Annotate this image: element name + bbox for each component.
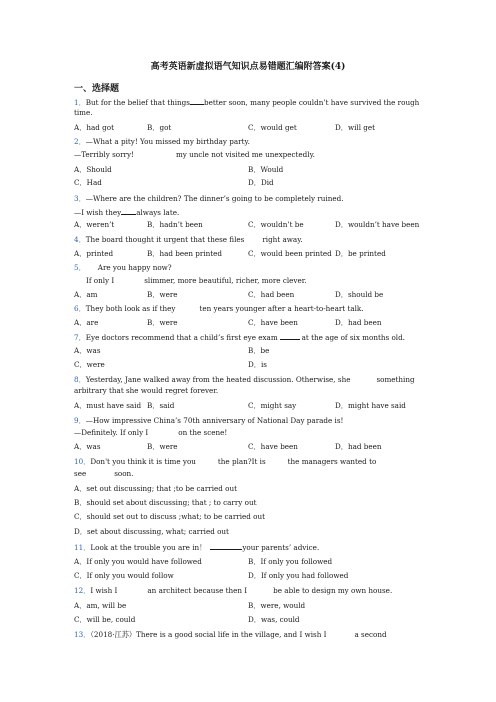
question-number: 12． <box>74 586 91 595</box>
question-number: 10． <box>74 457 91 466</box>
question-2-stem: 2．—What a pity! You missed my birthday party. <box>74 137 250 146</box>
question-number: 5． <box>74 263 86 272</box>
question-10-option-c: C．should set out to discuss ;what; to be carried out <box>74 512 265 521</box>
question-6-stem: 6．They both look as if they ten years younger after a heart-to-heart talk. <box>74 304 364 313</box>
option-c: C．would get <box>248 123 297 132</box>
question-11-stem: 11．Look at the trouble you are in！ your parents’ advice. <box>74 543 320 552</box>
question-number: 7． <box>74 333 86 342</box>
question-10-option-a: A．set out discussing; that ;to be carried out <box>74 484 237 493</box>
option-b: B．were <box>147 290 178 299</box>
option-c: C．had been <box>248 290 295 299</box>
option-c: C．might say <box>248 401 297 410</box>
option-c: C．would been printed <box>248 249 332 258</box>
option-a: A．am <box>74 290 98 299</box>
question-number: 13． <box>74 630 91 639</box>
option-d: D．Did <box>248 178 274 187</box>
question-number: 4． <box>74 235 86 244</box>
question-8-stem-cont: arbitrary that she would regret forever. <box>74 386 219 395</box>
question-3-dialog: —I wish they always late. <box>74 208 180 217</box>
option-b: B．got <box>147 123 172 132</box>
question-5-stem: 5． Are you happy now? <box>74 263 172 272</box>
option-b: B．hadn’t been <box>147 220 203 229</box>
question-number: 1． <box>74 98 86 107</box>
option-a: A．had got <box>74 123 114 132</box>
option-a: A．If only you would have followed <box>74 557 202 566</box>
document-title: 高考英语新虚拟语气知识点易错题汇编附答案(4) <box>150 62 346 72</box>
question-10-option-b: B．should set about discussing; that ; to carry out <box>74 498 257 507</box>
option-a: A．Should <box>74 165 112 174</box>
option-c: C．have been <box>248 318 298 327</box>
option-b: B．Would <box>248 165 284 174</box>
option-d: D．had been <box>335 318 382 327</box>
option-b: B．said <box>147 401 175 410</box>
question-3-stem: 3．—Where are the children? The dinner’s going to be completely ruined. <box>74 194 344 203</box>
question-12-stem: 12．I wish I an architect because then I be able to design my own house. <box>74 586 393 595</box>
option-b: B．were, would <box>248 601 306 610</box>
question-number: 3． <box>74 194 86 203</box>
question-number: 8． <box>74 375 86 384</box>
option-a: A．printed <box>74 249 114 258</box>
option-d: D．might have said <box>335 401 406 410</box>
option-c: C．were <box>74 360 105 369</box>
option-b: B．were <box>147 442 178 451</box>
question-number: 2． <box>74 137 86 146</box>
question-4-stem: 4．The board thought it urgent that these files right away. <box>74 235 303 244</box>
option-c: C．If only you would follow <box>74 571 174 580</box>
option-c: C．Had <box>74 178 102 187</box>
option-b: B．had been printed <box>147 249 222 258</box>
question-7-stem: 7．Eye doctors recommend that a child’s first eye exam at the age of six months old. <box>74 333 405 342</box>
option-d: D．is <box>248 360 267 369</box>
question-number: 9． <box>74 416 86 425</box>
question-8-stem: 8．Yesterday, Jane walked away from the heated discussion. Otherwise, she something <box>74 375 415 384</box>
answer-blank <box>190 97 204 105</box>
question-10-stem-cont: see soon. <box>74 469 134 478</box>
answer-blank <box>280 332 300 340</box>
option-c: C．have been <box>248 442 298 451</box>
question-9-stem: 9．—How impressive China’s 70th anniversary of National Day parade is! <box>74 416 344 425</box>
option-d: D．should be <box>335 290 384 299</box>
section-heading: 一、选择题 <box>74 84 120 94</box>
question-number: 11． <box>74 543 91 552</box>
option-b: B．be <box>248 346 270 355</box>
question-1-stem-cont: time. <box>74 108 93 117</box>
option-a: A．was <box>74 346 101 355</box>
option-a: A．weren’t <box>74 220 115 229</box>
option-d: D．be printed <box>335 249 386 258</box>
option-c: C．wouldn’t be <box>248 220 304 229</box>
option-b: B．If only you followed <box>248 557 333 566</box>
option-d: D．If only you had followed <box>248 571 349 580</box>
question-10-stem: 10．Don't you think it is time you the plan?It is the managers wanted to <box>74 457 377 466</box>
option-a: A．was <box>74 442 101 451</box>
question-1-stem: 1．But for the belief that things better soon, many people couldn’t have survived the rough <box>74 98 420 107</box>
question-10-option-d: D．set about discussing, what; carried out <box>74 527 229 536</box>
question-5-dialog: If only I slimmer, more beautiful, richer, more clever. <box>86 276 307 285</box>
option-d: D．had been <box>335 442 382 451</box>
question-13-stem: 13．（2018·江苏）There is a good social life in the village, and I wish I a second <box>74 630 387 639</box>
option-a: A．am, will be <box>74 601 127 610</box>
answer-blank <box>121 207 136 215</box>
option-a: A．are <box>74 318 99 327</box>
question-number: 6． <box>74 304 86 313</box>
question-9-dialog: —Definitely. If only I on the scene! <box>74 428 228 437</box>
option-b: B．were <box>147 318 178 327</box>
option-d: D．wouldn’t have been <box>335 220 420 229</box>
answer-blank <box>210 542 242 550</box>
option-a: A．must have said <box>74 401 142 410</box>
option-c: C．will be, could <box>74 615 136 624</box>
option-d: D．was, could <box>248 615 300 624</box>
option-d: D．will get <box>335 123 376 132</box>
question-2-dialog: —Terribly sorry! my uncle not visited me unexpectedly. <box>74 150 315 159</box>
